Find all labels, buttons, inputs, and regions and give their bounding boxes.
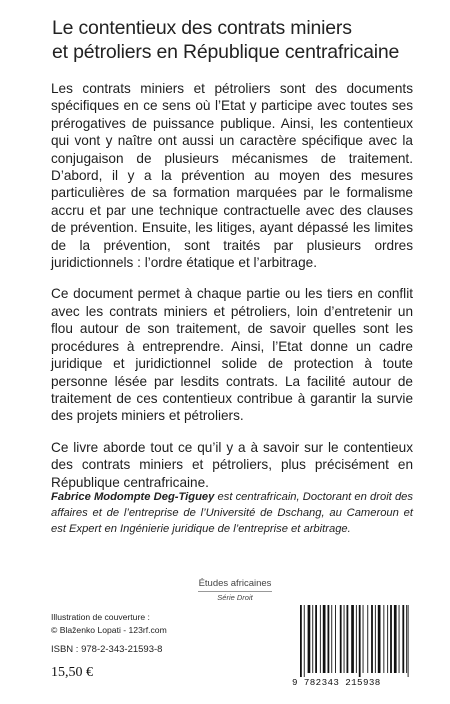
barcode-bar [315, 605, 317, 673]
author-name: Fabrice Modompte Deg-Tiguey [51, 491, 215, 503]
barcode-bar [356, 605, 357, 673]
author-bio [51, 490, 413, 537]
barcode-bar [383, 605, 384, 673]
barcode-bar [371, 605, 373, 673]
barcode-bar [402, 605, 404, 673]
barcode-bar [363, 605, 364, 673]
barcode-bar [320, 605, 321, 673]
summary-paragraph-3: Ce livre aborde tout ce qu’il y a à savoir sur le contentieux des contrats miniers et pétroliers, plus précisément en République centrafricaine. [51, 439, 413, 490]
back-cover-summary [51, 80, 413, 505]
series-name: Études africaines [198, 578, 272, 589]
series-subname: Série Droit [217, 593, 253, 602]
cover-credits [51, 611, 231, 636]
barcode-bars [292, 601, 414, 677]
series-logo [195, 578, 275, 603]
price-text: 15,50 € [51, 665, 93, 680]
summary-paragraph-2: Ce document permet à chaque partie ou les tiers en conflit avec les contrats miniers et pétroliers, loin d’entretenir un flou autour de son traitement, de savoir quelles sont les procédures à entreprendre. Ainsi, l’Etat donne un cadre juridique et juridictionnel solide de protection à toute personne lésée par lesdits contrats. La facilité autour de traitement de ces contentieux contribue à garantir la survie des projets miniers et pétroliers. [51, 286, 413, 424]
book-title-line-2: et pétroliers en République centrafricaine [52, 41, 400, 63]
book-title [52, 16, 432, 64]
barcode-bar [375, 605, 376, 673]
barcode-bar [367, 605, 368, 673]
barcode-bar [399, 605, 400, 673]
credits-line-1: Illustration de couverture : [51, 612, 150, 622]
barcode-bar [344, 605, 345, 673]
barcode [292, 601, 414, 691]
isbn-text: ISBN : 978-2-343-21593-8 [51, 644, 163, 655]
barcode-bar [394, 605, 397, 673]
barcode-bar [408, 605, 409, 677]
book-title-line-1: Le contentieux des contrats miniers [52, 17, 352, 39]
author-bio-text: est centrafricain, Doctorant en droit des affaires et de l’entreprise de l’Université de Dschang, au Cameroun et est Expert en Ingénierie juridique de l’entreprise et arbitrage. [51, 491, 413, 535]
barcode-bar [323, 605, 326, 673]
barcode-bar [351, 605, 354, 673]
series-divider [198, 591, 272, 592]
barcode-bar [335, 605, 336, 673]
barcode-digits: 9 782343 215938 [292, 677, 381, 688]
barcode-bar [378, 605, 381, 673]
credits-line-2: © Blaženko Lopati - 123rf.com [51, 624, 167, 635]
barcode-bar [347, 605, 349, 673]
barcode-bar [359, 605, 361, 677]
barcode-bar [328, 605, 330, 673]
barcode-bar [331, 605, 332, 673]
summary-paragraph-1: Les contrats miniers et pétroliers sont des documents spécifiques en ce sens où l’Etat y participe avec toutes ses prérogatives de puissance publique. Ainsi, les contentieux qui vont y naître ont aussi un caractère spécifique avec la conjugaison de plusieurs mécanismes de traitement. D’abord, il y a la prévention au moyen des mesures particulières de sa formation marquées par le formalisme accru et par une technique contractuelle avec des clauses de prévention. Ensuite, les litiges, ayant dépassé les limites de la prévention, sont traités par plusieurs ordres juridictionnels : l’ordre étatique et l’arbitrage. [51, 81, 413, 271]
barcode-bar [387, 605, 388, 673]
barcode-bar [390, 605, 392, 673]
barcode-bar [304, 605, 305, 677]
barcode-bar [340, 605, 342, 673]
barcode-bar [312, 605, 313, 673]
barcode-bar [406, 605, 407, 673]
barcode-bar [308, 605, 311, 673]
barcode-bar [300, 605, 302, 677]
